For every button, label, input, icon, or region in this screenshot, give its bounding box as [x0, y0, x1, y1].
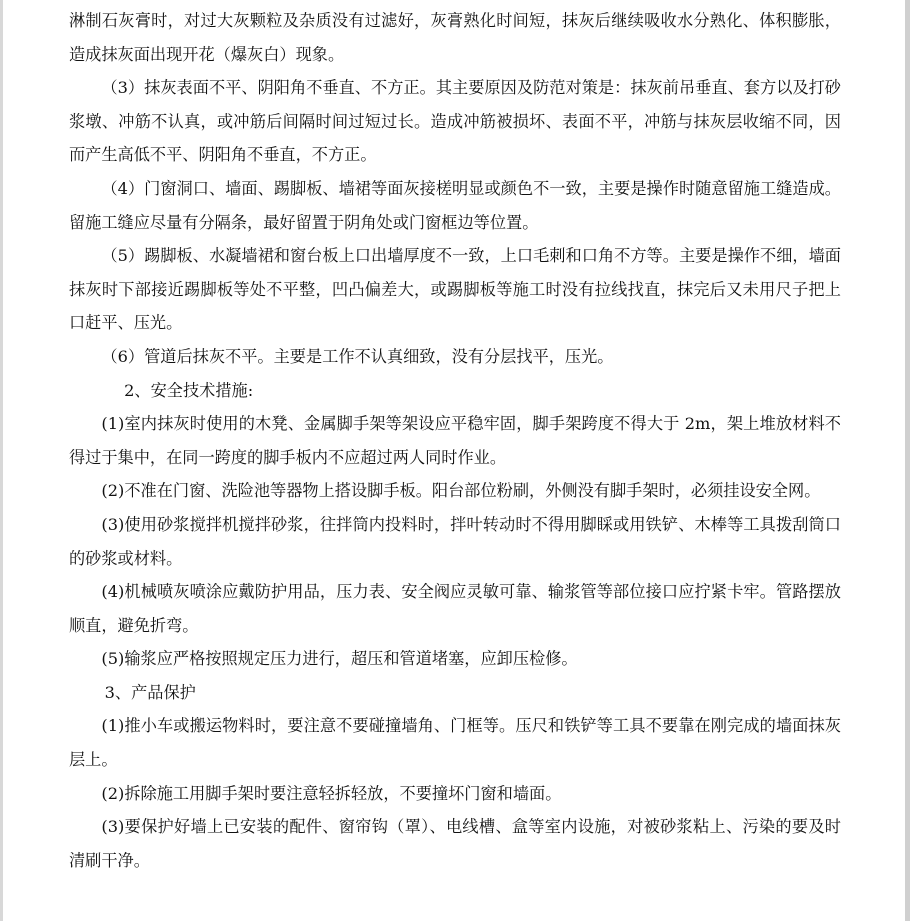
- paragraph-protection-1: (1)推小车或搬运物料时，要注意不要碰撞墙角、门框等。压尺和铁铲等工具不要靠在刚完成的墙面抹灰层上。: [69, 716, 841, 770]
- document-page: [69, 4, 841, 877]
- window-left-border: [0, 0, 3, 921]
- paragraph-safety-5: (5)输浆应严格按照规定压力进行，超压和管道堵塞，应卸压检修。: [101, 649, 578, 669]
- paragraph-lime-putty: 淋制石灰膏时，对过大灰颗粒及杂质没有过滤好，灰膏熟化时间短，抹灰后继续吸收水分熟化、体积膨胀，造成抹灰面出现开花（爆灰白）现象。: [69, 11, 841, 64]
- paragraph-safety-1: (1)室内抹灰时使用的木凳、金属脚手架等架设应平稳牢固，脚手架跨度不得大于 2m，架上堆放材料不得过于集中，在同一跨度的脚手板内不应超过两人同时作业。: [69, 414, 841, 467]
- paragraph-item-3-uneven-surface: （3）抹灰表面不平、阴阳角不垂直、不方正。其主要原因及防范对策是：抹灰前吊垂直、套方以及打砂浆墩、冲筋不认真，或冲筋后间隔时间过短过长。造成冲筋被损坏、表面不平，冲筋与抹灰层收缩不同，因而产生高低不平、阴阳角不垂直，不方正。: [69, 78, 841, 165]
- paragraph-safety-2: (2)不准在门窗、洗险池等器物上搭设脚手板。阳台部位粉刷，外侧没有脚手架时，必须挂设安全网。: [101, 481, 821, 501]
- paragraph-protection-3: (3)要保护好墙上已安装的配件、窗帘钩（罩）、电线槽、盒等室内设施，对被砂浆粘上、污染的要及时清刷干净。: [69, 817, 841, 870]
- window-right-border: [905, 0, 910, 921]
- section-heading-protection: 3、产品保护: [104, 682, 196, 702]
- paragraph-item-5-skirting: （5）踢脚板、水凝墙裙和窗台板上口出墙厚度不一致，上口毛刺和口角不方等。主要是操作不细，墙面抹灰时下部接近踢脚板等处不平整，凹凸偏差大，或踢脚板等施工时没有拉线找直，抹完后又未用尺子把上口赶平、压光。: [69, 246, 841, 333]
- section-heading-safety: 2、安全技术措施:: [124, 380, 254, 400]
- paragraph-protection-2: (2)拆除施工用脚手架时要注意轻拆轻放，不要撞坏门窗和墙面。: [101, 783, 562, 803]
- paragraph-safety-3: (3)使用砂浆搅拌机搅拌砂浆，往拌筒内投料时，拌叶转动时不得用脚睬或用铁铲、木棒等工具拨刮筒口的砂浆或材料。: [69, 514, 841, 568]
- paragraph-safety-4: (4)机械喷灰喷涂应戴防护用品，压力表、安全阀应灵敏可靠、输浆管等部位接口应拧紧卡牢。管路摆放顺直，避免折弯。: [69, 582, 841, 635]
- paragraph-item-4-joints: （4）门窗洞口、墙面、踢脚板、墙裙等面灰接槎明显或颜色不一致，主要是操作时随意留施工缝造成。留施工缝应尽量有分隔条，最好留置于阴角处或门窗框边等位置。: [69, 178, 841, 232]
- paragraph-item-6-pipes: （6）管道后抹灰不平。主要是工作不认真细致，没有分层找平，压光。: [101, 346, 614, 366]
